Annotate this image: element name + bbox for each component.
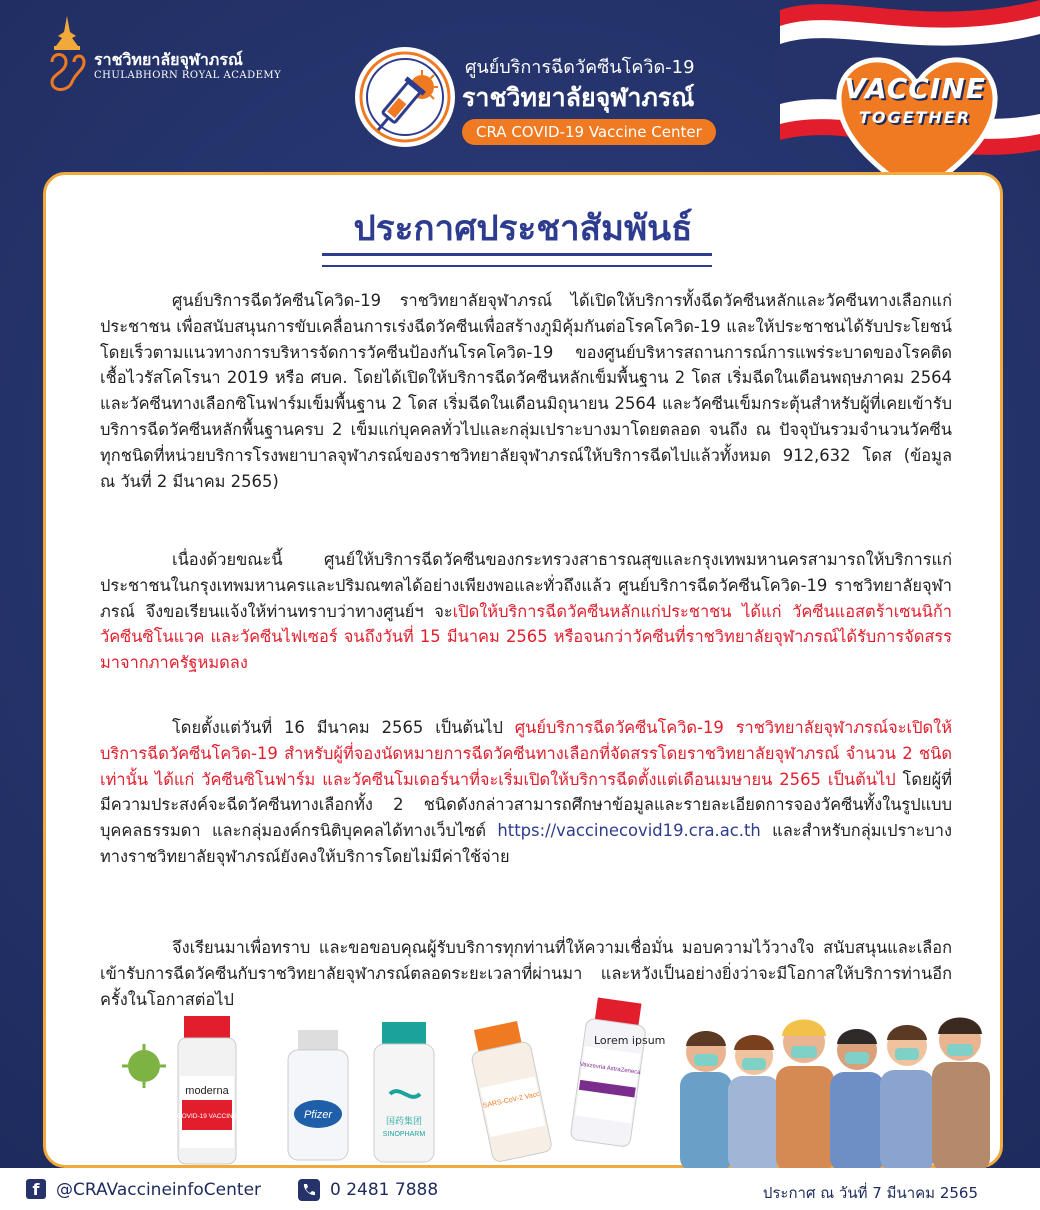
moderna-vial: [177, 1016, 238, 1164]
phone-number[interactable]: 0 2481 7888: [330, 1180, 439, 1200]
vaccine-vials-illustration: [110, 994, 650, 1174]
academy-name-en: CHULABHORN ROYAL ACADEMY: [94, 70, 282, 81]
paragraph-1: [100, 288, 952, 494]
vaccine-center-logo: [350, 42, 702, 162]
paragraph-2-text: เนื่องด้วยขณะนี้ ศูนย์ให้บริการฉีดวัคซีนของกระทรวงสาธารณสุขและกรุงเทพมหานครสามารถให้บริการแก่ประชาชนในกรุงเทพมหานครและปริมณฑลได้อย่างเพียงพอและทั่วถึงแล้ว ศูนย์บริการฉีดวัคซีนโควิด-19 ราชวิทยาลัยจุฬาภรณ์ จึงขอเรียนแจ้งให้ท่านทราบว่าทางศูนย์ฯ จะ: [100, 550, 952, 621]
sinovac-label: SARS-CoV-2 Vacc: [482, 1090, 541, 1110]
facebook-icon[interactable]: f: [26, 1179, 46, 1199]
person-4: [830, 1029, 884, 1172]
lorem-label: Lorem ipsum: [594, 1034, 666, 1047]
center-badge: CRA COVID-19 Vaccine Center: [462, 119, 716, 145]
pfizer-vial: [288, 1030, 348, 1160]
sinopharm-cn-label: 国药集团: [385, 1117, 423, 1127]
academy-name-th: ราชวิทยาลัยจุฬาภรณ์: [94, 50, 243, 69]
paragraph-2-highlight: เปิดให้บริการฉีดวัคซีนหลักแก่ประชาชน ได้แก่ วัคซีนแอสตร้าเซนนิก้า วัคซีนซิโนแวค และวัคซีนไฟเซอร์ จนถึงวันที่ 15 มีนาคม 2565 หรือจนกว่าวัคซีนที่ราชวิทยาลัยจุฬาภรณ์ได้รับการจัดสรรมาจากภาครัฐหมดลง: [100, 601, 952, 673]
together-label: TOGETHER: [858, 108, 972, 127]
sinopharm-label: SINOPHARM: [382, 1131, 426, 1138]
center-title-line1: ศูนย์บริการฉีดวัคซีนโควิด-19: [465, 57, 695, 78]
moderna-sub-label: COVID-19 VACCINE: [176, 1113, 238, 1120]
person-6: [932, 1018, 990, 1173]
vaccine-website-link[interactable]: https://vaccinecovid19.cra.ac.th: [497, 821, 761, 841]
paragraph-4-text: จึงเรียนมาเพื่อทราบ และขอขอบคุณผู้รับบริการทุกท่านที่ให้ความเชื่อมั่น มอบความไว้วางใจ สนับสนุนและเลือกเข้ารับการฉีดวัคซีนกับราชวิทยาลัยจุฬาภรณ์ตลอดระยะเวลาที่ผ่านมา และหวังเป็นอย่างยิ่งว่าจะมีโอกาสให้บริการท่านอีกครั้งในโอกาสต่อไป: [100, 938, 952, 1009]
center-title-line2: ราชวิทยาลัยจุฬาภรณ์: [462, 83, 695, 112]
pfizer-label: Pfizer: [303, 1109, 333, 1121]
syringe-virus-icon: [350, 42, 460, 152]
academy-emblem-icon: [44, 14, 90, 94]
person-2: [728, 1035, 780, 1172]
sinovac-vial: [466, 1019, 553, 1163]
moderna-label: moderna: [185, 1085, 229, 1097]
paragraph-3: [100, 715, 952, 870]
paragraph-3-text-c: และสำหรับกลุ่มเปราะบาง ทางราชวิทยาลัยจุฬาภรณ์ยังคงให้บริการโดยไม่มีค่าใช้จ่าย: [100, 821, 952, 866]
astrazeneca-vial: [569, 996, 650, 1147]
paragraph-1-text: ศูนย์บริการฉีดวัคซีนโควิด-19 ราชวิทยาลัยจุฬาภรณ์ ได้เปิดให้บริการทั้งฉีดวัคซีนหลักและวัคซีนทางเลือกแก่ประชาชน เพื่อสนับสนุนการขับเคลื่อนการเร่งฉีดวัคซีนเพื่อสร้างภูมิคุ้มกันต่อโรคโควิด-19 และให้ประชาชนได้รับประโยชน์โดยเร็วตามแนวทางการบริหารจัดการวัคซีนป้องกันโรคโควิด-19 ของศูนย์บริหารสถานการณ์การแพร่ระบาดของโรคติดเชื้อไวรัสโคโรนา 2019 หรือ ศบค. โดยได้เปิดให้บริการฉีดวัคซีนหลักเข็มพื้นฐาน 2 โดส เริ่มฉีดในเดือนพฤษภาคม 2564 และวัคซีนทางเลือกซิโนฟาร์มเข็มพื้นฐาน 2 โดส เริ่มฉีดในเดือนมิถุนายน 2564 และวัคซีนเข็มกระตุ้นสำหรับผู้ที่เคยเข้ารับบริการฉีดวัคซีนหลักพื้นฐานครบ 2 เข็มแก่บุคคลทั่วไปและกลุ่มเปราะบางมาโดยตลอด จนถึง ณ ปัจจุบันรวมจำนวนวัคซีนทุกชนิดที่หน่วยบริการโรงพยาบาลจุฬาภรณ์ของราชวิทยาลัยจุฬาภรณ์ให้บริการฉีดไปแล้วทั้งหมด 912,632 โดส (ข้อมูล ณ วันที่ 2 มีนาคม 2565): [100, 291, 952, 491]
facebook-handle[interactable]: @CRAVaccineinfoCenter: [56, 1180, 262, 1200]
vaccine-label: VACCINE: [844, 72, 986, 105]
page-title: ประกาศประชาสัมพันธ์: [353, 209, 693, 249]
person-3: [776, 1020, 834, 1173]
academy-logo: [40, 14, 280, 94]
masked-people-illustration: [670, 1002, 1000, 1172]
person-1: [680, 1031, 732, 1172]
phone-icon: [298, 1179, 320, 1201]
title-underline: [322, 253, 712, 267]
paragraph-2: [100, 547, 952, 676]
paragraph-3-text-a: โดยตั้งแต่วันที่ 16 มีนาคม 2565 เป็นต้นไป: [172, 718, 515, 737]
announcement-date: ประกาศ ณ วันที่ 7 มีนาคม 2565: [762, 1184, 978, 1202]
sinopharm-vial: [374, 1022, 434, 1162]
footer: [0, 1168, 1040, 1210]
astrazeneca-label: Vaxzevria AstraZeneca: [579, 1061, 641, 1077]
virus-icon: [122, 1044, 166, 1088]
person-5: [880, 1025, 934, 1172]
paragraph-3-text-b: โดยผู้ที่มีความประสงค์จะฉีดวัคซีนทางเลือกทั้ง 2 ชนิดดังกล่าวสามารถศึกษาข้อมูลและรายละเอียดการจองวัคซีนทั้งในรูปแบบบุคคลธรรมดา และกลุ่มองค์กรนิติบุคคลได้ทางเว็บไซต์: [100, 769, 952, 841]
paragraph-3-highlight: ศูนย์บริการฉีดวัคซีนโควิด-19 ราชวิทยาลัยจุฬาภรณ์จะเปิดให้บริการฉีดวัคซีนโควิด-19 สำหรับผู้ที่จองนัดหมายการฉีดวัคซีนทางเลือกที่จัดสรรโดยราชวิทยาลัยจุฬาภรณ์ จำนวน 2 ชนิดเท่านั้น ได้แก่ วัคซีนซิโนฟาร์ม และวัคซีนโมเดอร์นาที่จะเริ่มเปิดให้บริการฉีดตั้งแต่เดือนเมษายน 2565 เป็นต้นไป: [100, 718, 952, 789]
